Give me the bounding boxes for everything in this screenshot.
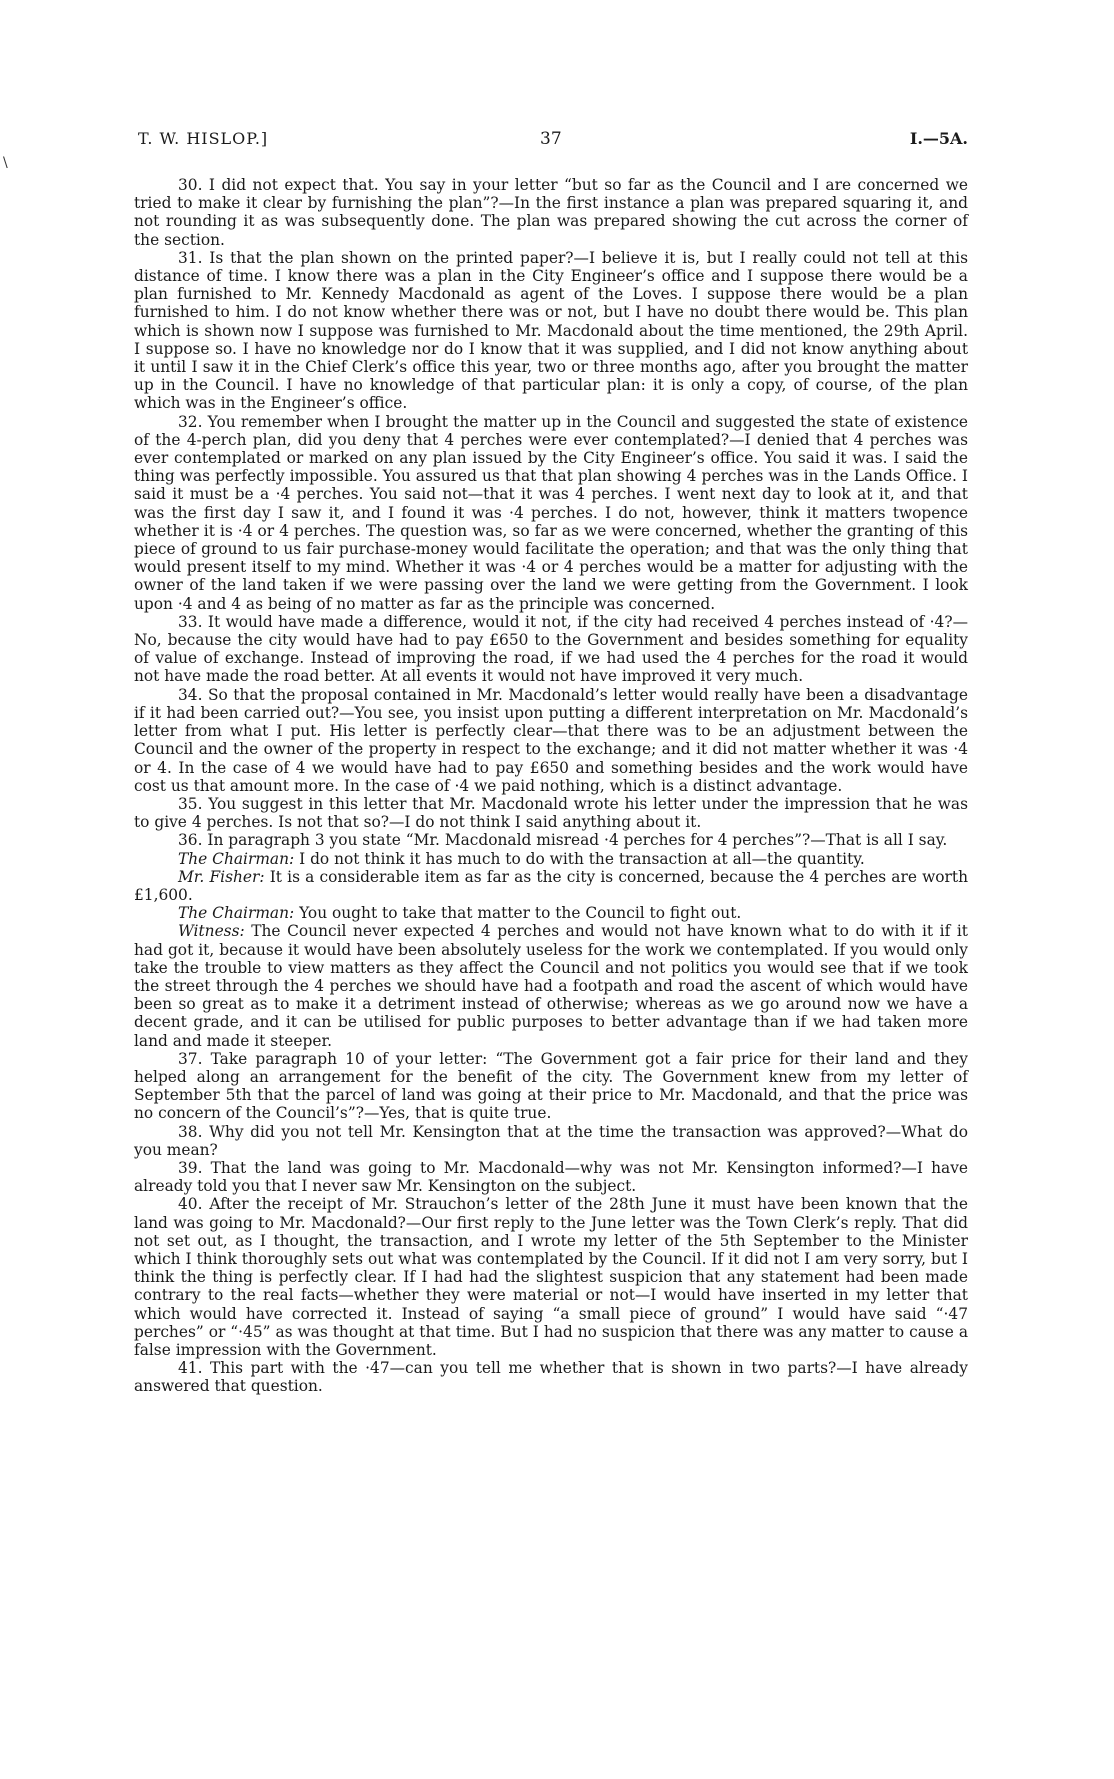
paragraph-text: 37. Take paragraph 10 of your letter: “The Government got a fair price for their land and they helped along an arrangement for the benefit of the city. The Government knew from my letter of September 5th that the parcel of land was going at their price to Mr. Macdonald, and that the price was no concern of the Council’s”?—Yes, that is quite true. xyxy=(134,1049,968,1123)
paragraph-q38 xyxy=(134,1123,968,1159)
speaker-label: Witness: xyxy=(178,922,245,941)
paragraph-text: 41. This part with the ·47—can you tell me whether that is shown in two parts?—I have already answered that question. xyxy=(134,1359,968,1396)
paragraph-q30 xyxy=(134,176,968,249)
paragraph-text: 36. In paragraph 3 you state “Mr. Macdonald misread ·4 perches for 4 perches”?—That is all I say. xyxy=(178,831,948,850)
page-number: 37 xyxy=(540,129,562,149)
page-header xyxy=(138,130,968,152)
paragraph-text: 40. After the receipt of Mr. Strauchon’s letter of the 28th June it must have been known that the land was going to Mr. Macdonald?—Our first reply to the June letter was the Town Clerk’s reply. That did not set out, as I thought, the transaction, and I wrote my letter of the 5th September to the Minister which I think thoroughly sets out what was contemplated by the Council. If it did not I am very sorry, but I think the thing is perfectly clear. If I had had the slightest suspicion that any statement had been made contrary to the real facts—whether they were material or not—I would have inserted in my letter that which would have corrected it. Instead of saying “a small piece of ground” I would have said “·47 perches” or “·45” as was thought at that time. But I had no suspicion that there was any matter to cause a false impression with the Government. xyxy=(134,1195,968,1359)
paragraph-q35 xyxy=(134,795,968,831)
paragraph-q31 xyxy=(134,249,968,413)
paragraph-q34 xyxy=(134,686,968,795)
paragraph-chairman-2 xyxy=(134,904,968,922)
speaker-label: Mr. Fisher: xyxy=(178,867,265,886)
testimony-body xyxy=(134,176,968,1396)
paragraph-text: 33. It would have made a difference, would it not, if the city had received 4 perches instead of ·4?—No, because the city would have had to pay £650 to the Government and besides something for equality of value of exchange. Instead of improving the road, if we had used the 4 perches for the road it would not have made the road better. At all events it would not have improved it very much. xyxy=(134,612,968,686)
paragraph-text: The Council never expected 4 perches and would not have known what to do with it if it had got it, because it would have been absolutely useless for the work we contemplated. If you would only take the trouble to view matters as they affect the Council and not politics you would see that if we took the street through the 4 perches we should have had a footpath and road the ascent of which would have been so great as to make it a detriment instead of otherwise; whereas as we go around now we have a decent grade, and it can be utilised for public purposes to better advantage than if we had taken more land and made it steeper. xyxy=(134,922,968,1050)
paragraph-q33 xyxy=(134,613,968,686)
paragraph-text: 31. Is that the plan shown on the printed paper?—I believe it is, but I really could not tell at this distance of time. I know there was a plan in the City Engineer’s office and I suppose there would be a plan furnished to Mr. Kennedy Macdonald as agent of the Loves. I suppose there would be a plan furnished to him. I do not know whether there was or not, but I have no doubt there would be. This plan which is shown now I suppose was furnished to Mr. Macdonald about the time mentioned, the 29th April. I suppose so. I have no knowledge nor do I know that it was supplied, and I did not know anything about it until I saw it in the Chief Clerk’s office this year, two or three months ago, after you brought the matter up in the Council. I have no knowledge of that particular plan: it is only a copy, of course, of the plan which was in the Engineer’s office. xyxy=(134,248,968,413)
witness-name-header: T. W. HISLOP.] xyxy=(138,129,269,148)
paragraph-q41 xyxy=(134,1359,968,1395)
paragraph-text: 32. You remember when I brought the matter up in the Council and suggested the state of existence of the 4-perch plan, did you deny that 4 perches were ever contemplated?—I denied that 4 perches was ever contemplated or marked on any plan issued by the City Engineer’s office. You said it was. I said the thing was perfectly impossible. You assured us that that plan showing 4 perches was in the Lands Office. I said it must be a ·4 perches. You said not—that it was 4 perches. I went next day to look at it, and that was the first day I saw it, and I found it was ·4 perches. I do not, however, think it matters twopence whether it is ·4 or 4 perches. The question was, so far as we were concerned, whether the granting of this piece of ground to us fair purchase-money would facilitate the operation; and that was the only thing that would present itself to my mind. Whether it was ·4 or 4 perches would be a matter for adjusting with the owner of the land taken if we were passing over the land we were getting from the Government. I look upon ·4 and 4 as being of no matter as far as the principle was concerned. xyxy=(134,412,968,613)
paragraph-witness xyxy=(134,922,968,1049)
paragraph-chairman-1 xyxy=(134,850,968,868)
paragraph-text: 30. I did not expect that. You say in your letter “but so far as the Council and I are concerned we tried to make it clear by furnishing the plan”?—In the first instance a plan was prepared squaring it, and not rounding it as was subsequently done. The plan was prepared showing the cut across the corner of the section. xyxy=(134,176,968,249)
paragraph-text: 35. You suggest in this letter that Mr. Macdonald wrote his letter under the impression that he was to give 4 perches. Is not that so?—I do not think I said anything about it. xyxy=(134,794,968,832)
paragraph-text: 34. So that the proposal contained in Mr. Macdonald’s letter would really have been a disadvantage if it had been carried out?—You see, you insist upon putting a different interpretation on Mr. Macdonald’s letter from what I put. His letter is perfectly clear—that there was to be an adjustment between the Council and the owner of the property in respect to the exchange; and it did not matter whether it was ·4 or 4. In the case of 4 we would have had to pay £650 and something besides and the work would have cost us that amount more. In the case of ·4 we paid nothing, which is a distinct advantage. xyxy=(134,685,968,795)
paragraph-text: I do not think it has much to do with the transaction at all—the quantity. xyxy=(299,849,865,868)
paragraph-q32 xyxy=(134,413,968,613)
paragraph-fisher xyxy=(134,868,968,904)
paragraph-text: You ought to take that matter to the Council to fight out. xyxy=(299,904,742,923)
paragraph-q36 xyxy=(134,831,968,849)
paragraph-text: 38. Why did you not tell Mr. Kensington that at the time the transaction was approved?—What do you mean? xyxy=(134,1122,968,1159)
paragraph-text: 39. That the land was going to Mr. Macdonald—why was not Mr. Kensington informed?—I have already told you that I never saw Mr. Kensington on the subject. xyxy=(134,1158,968,1196)
document-reference: I.—5A. xyxy=(909,129,968,148)
margin-mark: \ xyxy=(3,155,8,171)
paragraph-q37 xyxy=(134,1050,968,1123)
speaker-label: The Chairman: xyxy=(178,849,295,868)
speaker-label: The Chairman: xyxy=(178,904,295,923)
paragraph-text: It is a considerable item as far as the city is concerned, because the 4 perches are worth £1,600. xyxy=(134,867,968,904)
paragraph-q39 xyxy=(134,1159,968,1195)
paragraph-q40 xyxy=(134,1195,968,1359)
